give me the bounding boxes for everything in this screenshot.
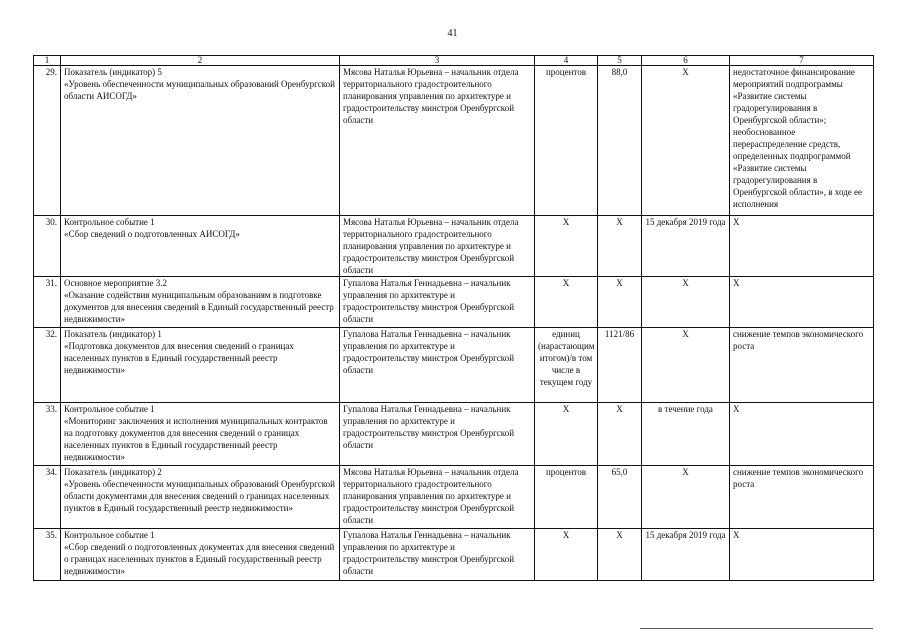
table-row <box>34 66 874 216</box>
indicator-value: Х <box>598 403 642 466</box>
indicator-value: Х <box>598 277 642 328</box>
event-name: Контрольное событие 1 «Мониторинг заключения и исполнения муниципальных контрактов на подготовку документов для внесения сведений о границах населенных пунктов в Единый государственный реестр недвижимости» <box>61 403 340 466</box>
indicator-value: 88,0 <box>598 66 642 216</box>
column-header: 3 <box>340 56 535 66</box>
row-number: 33. <box>34 403 61 466</box>
table-row <box>34 216 874 277</box>
responsible-executor: Мясова Наталья Юрьевна – начальник отдела территориального градостроительного планирования управления по архитектуре и градостроительству минстроя Оренбургской области <box>340 66 535 216</box>
table-row <box>34 403 874 466</box>
table-row <box>34 328 874 403</box>
footer-rule <box>640 628 873 629</box>
indicator-value: 1121/86 <box>598 328 642 403</box>
event-name: Показатель (индикатор) 5 «Уровень обеспеченности муниципальных образований Оренбургской области АИСОГД» <box>61 66 340 216</box>
column-header: 1 <box>34 56 61 66</box>
page-number: 41 <box>447 28 458 39</box>
unit-of-measure: Х <box>535 216 598 277</box>
indicator-value: Х <box>598 529 642 581</box>
unit-of-measure: единиц (нарастающим итогом)/в том числе в текущем году <box>535 328 598 403</box>
row-number: 31. <box>34 277 61 328</box>
column-header: 5 <box>598 56 642 66</box>
deadline: в течение года <box>642 403 730 466</box>
event-name: Основное мероприятие 3.2 «Оказание содействия муниципальным образованиям в подготовке документов для внесения сведений в Единый государственный реестр недвижимости» <box>61 277 340 328</box>
deadline: Х <box>642 277 730 328</box>
responsible-executor: Гупалова Наталья Геннадьевна – начальник управления по архитектуре и градостроительству минстроя Оренбургской области <box>340 328 535 403</box>
indicator-value: Х <box>598 216 642 277</box>
deadline: Х <box>642 66 730 216</box>
unit-of-measure: Х <box>535 529 598 581</box>
table-row <box>34 277 874 328</box>
unit-of-measure: Х <box>535 403 598 466</box>
event-name: Контрольное событие 1 «Сбор сведений о подготовленных документах для внесения сведений о границах населенных пунктов в Единый государственный реестр недвижимости» <box>61 529 340 581</box>
unit-of-measure: Х <box>535 277 598 328</box>
risk-note: недостаточное финансирование мероприятий подпрограммы «Развитие системы градорегулирования в Оренбургской области»; необоснованное перераспределение средств, определенных подпрограммой «Развитие системы градорегулирования в Оренбургской области», в ходе ее исполнения <box>730 66 874 216</box>
deadline: Х <box>642 466 730 529</box>
responsible-executor: Гупалова Наталья Геннадьевна – начальник управления по архитектуре и градостроительству минстроя Оренбургской области <box>340 403 535 466</box>
responsible-executor: Гупалова Наталья Геннадьевна – начальник управления по архитектуре и градостроительству минстроя Оренбургской области <box>340 529 535 581</box>
deadline: 15 декабря 2019 года <box>642 529 730 581</box>
column-header: 2 <box>61 56 340 66</box>
row-number: 35. <box>34 529 61 581</box>
event-name: Показатель (индикатор) 1 «Подготовка документов для внесения сведений о границах населенных пунктов в Единый государственный реестр недвижимости» <box>61 328 340 403</box>
responsible-executor: Мясова Наталья Юрьевна – начальник отдела территориального градостроительного планирования управления по архитектуре и градостроительству минстроя Оренбургской области <box>340 466 535 529</box>
column-header: 7 <box>730 56 874 66</box>
risk-note: снижение темпов экономического роста <box>730 328 874 403</box>
table-row <box>34 529 874 581</box>
row-number: 32. <box>34 328 61 403</box>
column-number-row <box>34 56 874 66</box>
column-header: 4 <box>535 56 598 66</box>
table-row <box>34 466 874 529</box>
indicator-value: 65,0 <box>598 466 642 529</box>
responsible-executor: Мясова Наталья Юрьевна – начальник отдела территориального градостроительного планирования управления по архитектуре и градостроительству минстроя Оренбургской области <box>340 216 535 277</box>
risk-note: Х <box>730 529 874 581</box>
deadline: Х <box>642 328 730 403</box>
event-name: Контрольное событие 1 «Сбор сведений о подготовленных АИСОГД» <box>61 216 340 277</box>
responsible-executor: Гупалова Наталья Геннадьевна – начальник управления по архитектуре и градостроительству минстроя Оренбургской области <box>340 277 535 328</box>
risk-note: снижение темпов экономического роста <box>730 466 874 529</box>
unit-of-measure: процентов <box>535 466 598 529</box>
deadline: 15 декабря 2019 года <box>642 216 730 277</box>
column-header: 6 <box>642 56 730 66</box>
risk-note: Х <box>730 277 874 328</box>
event-name: Показатель (индикатор) 2 «Уровень обеспеченности муниципальных образований Оренбургской области документами для внесения сведений о границах населенных пунктов в Единый государственный реестр недвижимости» <box>61 466 340 529</box>
risk-note: Х <box>730 216 874 277</box>
risk-note: Х <box>730 403 874 466</box>
unit-of-measure: процентов <box>535 66 598 216</box>
plan-table <box>33 55 874 581</box>
row-number: 29. <box>34 66 61 216</box>
row-number: 34. <box>34 466 61 529</box>
row-number: 30. <box>34 216 61 277</box>
